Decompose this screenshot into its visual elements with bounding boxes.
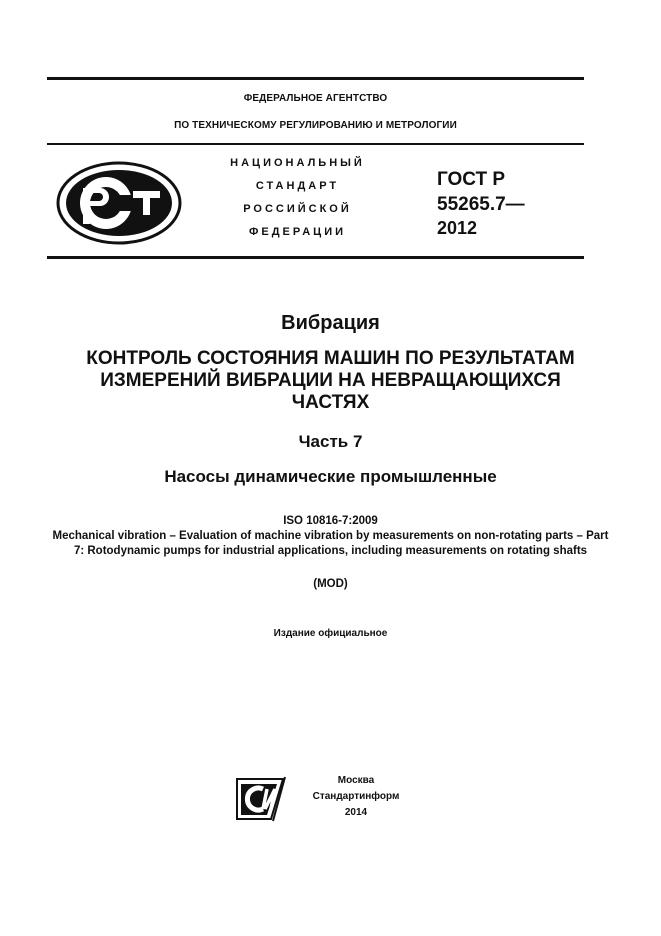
heading: Вибрация: [281, 312, 380, 334]
national-line-4: ФЕДЕРАЦИИ: [248, 226, 347, 238]
national-line-1: НАЦИОНАЛЬНЫЙ: [230, 157, 365, 169]
iso-mod: (MOD): [313, 578, 348, 590]
iso-title-en: Mechanical vibration – Evaluation of machine vibration by measurements on non-rotating parts – Part 7: Rotodynamic pumps for industrial applications, including measurements on rotating shafts: [52, 530, 609, 557]
si-logo: [233, 775, 289, 828]
publisher-city: Москва: [337, 775, 375, 786]
gost-line-3: 2012: [437, 218, 478, 238]
main-title: КОНТРОЛЬ СОСТОЯНИЯ МАШИН ПО РЕЗУЛЬТАТАМ ИЗМЕРЕНИЙ ВИБРАЦИИ НА НЕВРАЩАЮЩИХСЯ ЧАСТЯХ: [86, 348, 575, 413]
iso-ref: ISO 10816-7:2009: [283, 515, 378, 527]
rst-logo-icon: [56, 160, 182, 246]
gost-line-2: 55265.7—: [437, 194, 525, 215]
subtitle: Насосы динамические промышленные: [164, 467, 497, 486]
national-line-3: РОССИЙСКОЙ: [243, 203, 352, 215]
edition: Издание официальное: [273, 628, 388, 639]
top-rule: [47, 77, 584, 80]
agency-line-1: ФЕДЕРАЛЬНОЕ АГЕНТСТВО: [243, 93, 388, 104]
agency-line-2: ПО ТЕХНИЧЕСКОМУ РЕГУЛИРОВАНИЮ И МЕТРОЛОГИИ: [174, 120, 457, 131]
rst-logo: [56, 160, 182, 251]
publisher-name: Стандартинформ: [312, 791, 400, 802]
national-line-2: СТАНДАРТ: [255, 180, 340, 192]
block-rule: [47, 256, 584, 259]
si-logo-icon: [233, 775, 289, 823]
publisher-year: 2014: [344, 807, 368, 818]
gost-line-1: ГОСТ Р: [437, 169, 506, 190]
part-label: Часть 7: [298, 432, 363, 451]
header-rule: [47, 143, 584, 145]
